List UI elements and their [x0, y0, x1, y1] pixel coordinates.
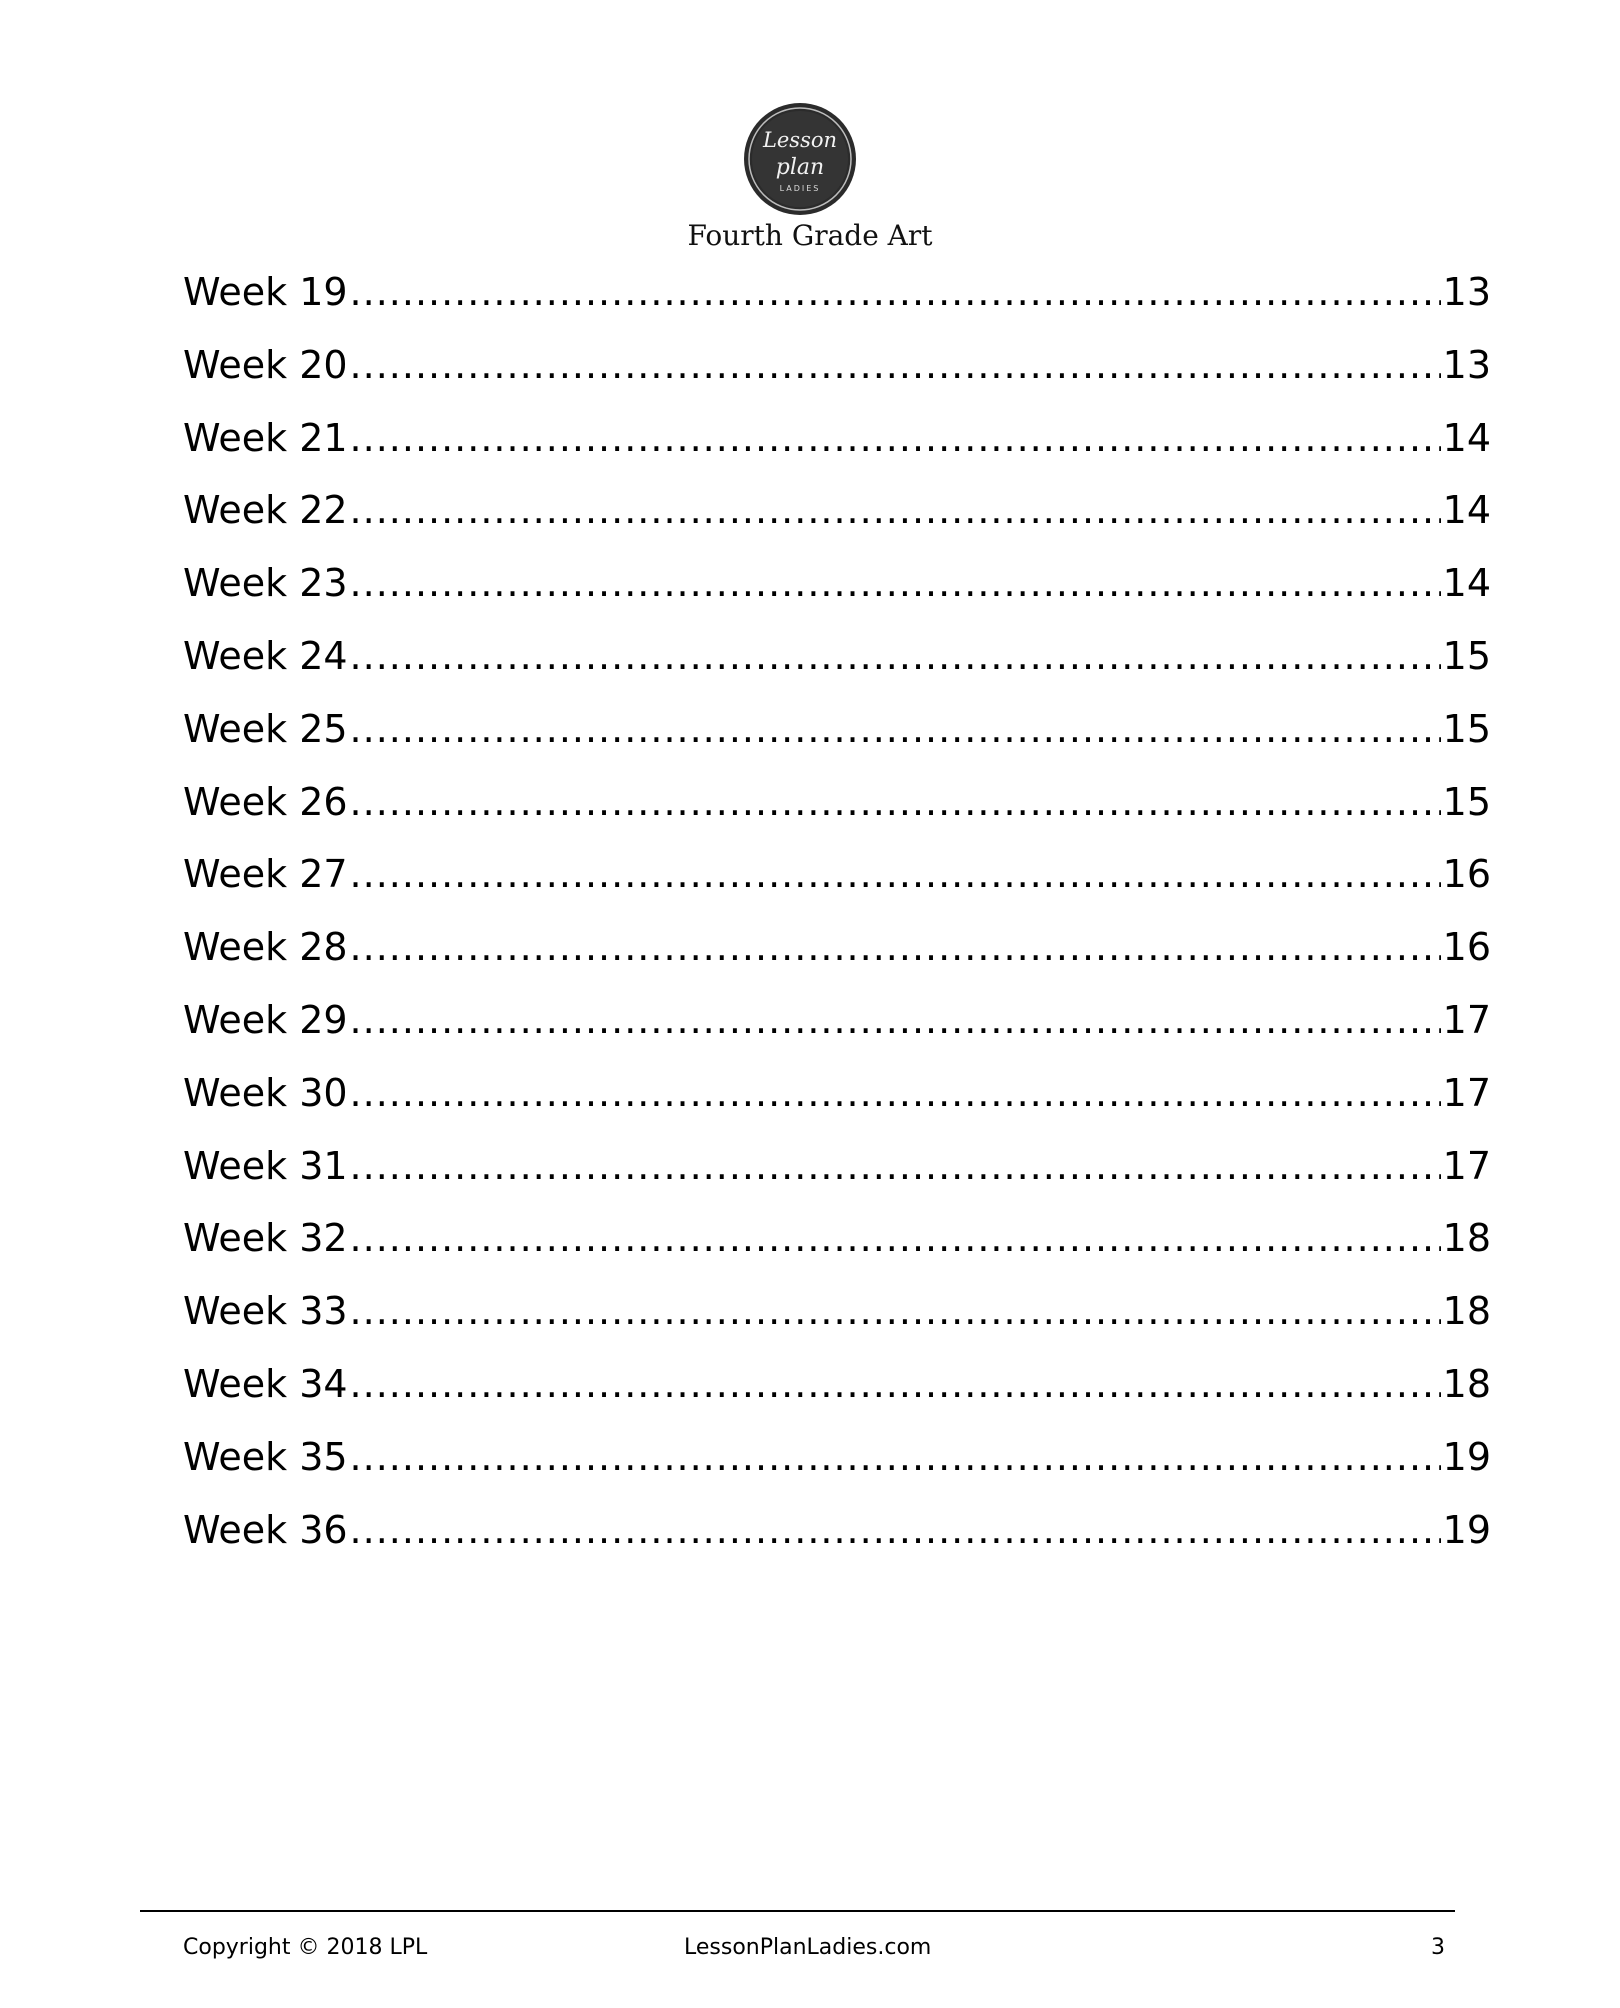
- toc-leader-dots: [350, 1275, 1441, 1347]
- lesson-plan-ladies-logo: [742, 101, 858, 217]
- footer-website: LessonPlanLadies.com: [684, 1935, 932, 1960]
- svg-text:Lesson: Lesson: [762, 128, 838, 152]
- toc-entry-label: Week 34: [183, 1361, 348, 1406]
- toc-leader-dots: [350, 620, 1441, 692]
- toc-entry-label: Week 27: [183, 852, 348, 897]
- toc-entry-page: 13: [1442, 342, 1491, 387]
- toc-entry-page: 18: [1442, 1361, 1491, 1406]
- toc-entry: [183, 1421, 1491, 1494]
- toc-entry-label: Week 32: [183, 1216, 348, 1261]
- toc-leader-dots: [350, 1202, 1441, 1274]
- toc-leader-dots: [350, 547, 1441, 619]
- toc-entry: [183, 1130, 1491, 1203]
- toc-entry: [183, 547, 1491, 620]
- toc-entry-page: 17: [1442, 997, 1491, 1042]
- toc-leader-dots: [350, 1130, 1441, 1202]
- page-number: 3: [1431, 1935, 1445, 1960]
- footer-copyright: Copyright © 2018 LPL: [183, 1935, 428, 1960]
- toc-entry-page: 16: [1442, 852, 1491, 897]
- toc-leader-dots: [350, 402, 1441, 474]
- toc-entry-page: 19: [1442, 1434, 1491, 1479]
- toc-entry-page: 14: [1442, 415, 1491, 460]
- toc-entry-page: 14: [1442, 561, 1491, 606]
- toc-leader-dots: [350, 838, 1441, 910]
- toc-entry: [183, 766, 1491, 839]
- toc-entry-label: Week 22: [183, 488, 348, 533]
- toc-leader-dots: [350, 256, 1441, 328]
- toc-entry: [183, 1275, 1491, 1348]
- toc-entry-page: 15: [1442, 633, 1491, 678]
- toc-leader-dots: [350, 474, 1441, 546]
- toc-entry-page: 15: [1442, 706, 1491, 751]
- toc-entry: [183, 984, 1491, 1057]
- table-of-contents: [183, 256, 1491, 1566]
- svg-text:plan: plan: [775, 155, 825, 180]
- toc-entry: [183, 1057, 1491, 1130]
- toc-entry-page: 16: [1442, 925, 1491, 970]
- toc-leader-dots: [350, 1494, 1441, 1566]
- toc-entry-label: Week 36: [183, 1507, 348, 1552]
- toc-entry-label: Week 33: [183, 1289, 348, 1334]
- toc-leader-dots: [350, 693, 1441, 765]
- document-title: Fourth Grade Art: [687, 219, 933, 252]
- page-footer: [0, 1930, 1620, 1966]
- toc-entry: [183, 402, 1491, 475]
- toc-entry: [183, 838, 1491, 911]
- toc-entry-page: 18: [1442, 1216, 1491, 1261]
- toc-leader-dots: [350, 329, 1441, 401]
- toc-leader-dots: [350, 1057, 1441, 1129]
- toc-entry-label: Week 24: [183, 633, 348, 678]
- toc-entry-label: Week 29: [183, 997, 348, 1042]
- toc-entry-page: 13: [1442, 270, 1491, 314]
- footer-divider: [140, 1910, 1455, 1912]
- toc-entry-page: 18: [1442, 1289, 1491, 1334]
- toc-entry-label: Week 21: [183, 415, 348, 460]
- toc-entry: [183, 1348, 1491, 1421]
- toc-entry-label: Week 28: [183, 925, 348, 970]
- toc-entry-label: Week 23: [183, 561, 348, 606]
- toc-entry: [183, 474, 1491, 547]
- toc-entry: [183, 1202, 1491, 1275]
- toc-leader-dots: [350, 1421, 1441, 1493]
- toc-entry-label: Week 30: [183, 1070, 348, 1115]
- toc-entry: [183, 911, 1491, 984]
- toc-entry-label: Week 35: [183, 1434, 348, 1479]
- toc-entry: [183, 1494, 1491, 1567]
- toc-entry-label: Week 20: [183, 342, 348, 387]
- toc-leader-dots: [350, 911, 1441, 983]
- toc-entry-label: Week 25: [183, 706, 348, 751]
- toc-entry-page: 19: [1442, 1507, 1491, 1552]
- toc-entry-label: Week 19: [183, 270, 348, 314]
- toc-entry: [183, 693, 1491, 766]
- toc-entry-label: Week 26: [183, 779, 348, 824]
- toc-leader-dots: [350, 766, 1441, 838]
- toc-leader-dots: [350, 1348, 1441, 1420]
- svg-text:LADIES: LADIES: [779, 184, 821, 193]
- toc-entry-page: 17: [1442, 1070, 1491, 1115]
- toc-entry: [183, 256, 1491, 329]
- toc-entry-page: 14: [1442, 488, 1491, 533]
- toc-entry: [183, 620, 1491, 693]
- toc-entry: [183, 329, 1491, 402]
- toc-leader-dots: [350, 984, 1441, 1056]
- toc-entry-page: 15: [1442, 779, 1491, 824]
- toc-entry-page: 17: [1442, 1143, 1491, 1188]
- toc-entry-label: Week 31: [183, 1143, 348, 1188]
